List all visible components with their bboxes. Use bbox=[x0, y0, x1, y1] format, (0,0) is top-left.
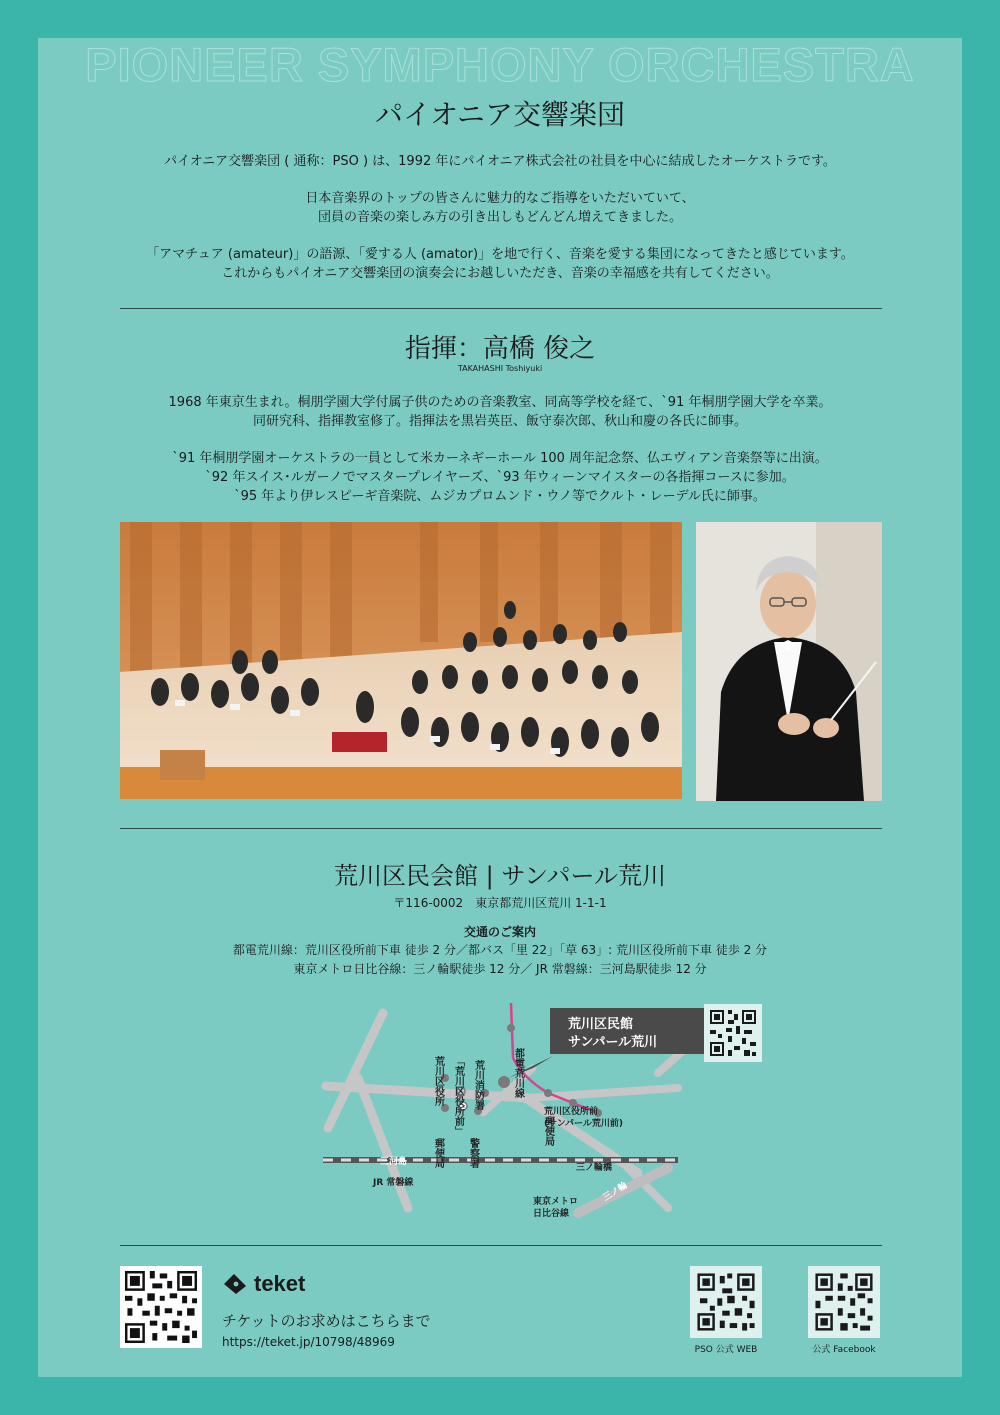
pso-web-qr-code[interactable] bbox=[690, 1266, 762, 1338]
conductor-bio bbox=[38, 393, 962, 506]
map-label-tram-stop-sub: (サンパール荒川前) bbox=[544, 1119, 623, 1129]
watermark-orchestra-name: PIONEER SYMPHONY ORCHESTRA bbox=[85, 38, 915, 91]
facebook-qr-code[interactable] bbox=[808, 1266, 880, 1338]
venue-address: 〒116-0002 東京都荒川区荒川 1-1-1 bbox=[393, 896, 607, 910]
map-label-police: 警察署 bbox=[467, 1138, 479, 1168]
pso-web-caption: PSO 公式 WEB bbox=[694, 1345, 758, 1355]
bio-line: `95 年より伊レスピーギ音楽院、ムジカプロムンド・ウノ等でクルト・レーデル氏に師事。 bbox=[234, 489, 766, 504]
intro-line: パイオニア交響楽団 ( 通称：PSO ) は、1992 年にパイオニア株式会社の社員を中心に結成したオーケストラです。 bbox=[164, 154, 836, 169]
teket-logo bbox=[222, 1271, 305, 1297]
map-label-bus-stop: 「荒川区役所前」 bbox=[452, 1056, 464, 1136]
teket-qr-code[interactable] bbox=[120, 1266, 202, 1348]
bio-line: 同研究科、指揮教室修了。指揮法を黒岩英臣、飯守泰次郎、秋山和慶の各氏に師事。 bbox=[252, 414, 747, 429]
intro-line: 日本音楽界のトップの皆さんに魅力的なご指導をいただいていて、 bbox=[305, 191, 695, 206]
ticket-text: チケットのお求めはこちらまで bbox=[222, 1312, 431, 1330]
map-label-tram-stop: 荒川区役所前 bbox=[544, 1107, 599, 1117]
flyer-back bbox=[38, 38, 962, 1377]
intro-line: 団員の音楽の楽しみ方の引き出しもどんどん増えてきました。 bbox=[317, 210, 682, 225]
conductor-portrait bbox=[696, 522, 882, 801]
intro-line: 「アマチュア (amateur)」の語源、「愛する人 (amator)」を地で行く、音楽を愛する集団になってきたと感じています。 bbox=[146, 247, 854, 262]
map-label-metro: 東京メトロ bbox=[533, 1197, 579, 1207]
map-venue-label: 荒川区民館 bbox=[568, 1017, 634, 1032]
divider bbox=[120, 1245, 882, 1246]
orchestra-photo bbox=[120, 522, 682, 799]
conductor-romaji: TAKAHASHI Toshiyuki bbox=[457, 364, 543, 373]
map-label-office: 荒川区役所 bbox=[432, 1056, 444, 1106]
divider bbox=[120, 308, 882, 309]
conductor-title: 指揮：高橋 俊之 bbox=[404, 334, 596, 364]
facebook-caption: 公式 Facebook bbox=[812, 1345, 876, 1355]
map-label-minowabashi: 三ノ輪橋 bbox=[576, 1163, 613, 1173]
access-heading: 交通のご案内 bbox=[463, 925, 536, 939]
orchestra-title: パイオニア交響楽団 bbox=[374, 98, 626, 131]
map-label-metro-line: 日比谷線 bbox=[533, 1209, 570, 1218]
map-label-toden: 都電荒川線 bbox=[512, 1048, 524, 1098]
access-map bbox=[318, 998, 718, 1218]
map-label-fire: 荒川消防署 bbox=[472, 1060, 484, 1110]
intro-text bbox=[38, 152, 962, 283]
map-label-post: 郵便局 bbox=[542, 1116, 554, 1146]
map-qr-code[interactable] bbox=[704, 1004, 762, 1062]
map-label-minowa: 三ノ輪 bbox=[601, 1180, 630, 1204]
map-label-mikawashima: 三河島 bbox=[380, 1157, 408, 1167]
ticket-url-link[interactable]: https://teket.jp/10798/48969 bbox=[222, 1335, 395, 1349]
intro-line: これからもパイオニア交響楽団の演奏会にお越しいただき、音楽の幸福感を共有してください。 bbox=[221, 266, 779, 281]
ticket-icon bbox=[222, 1272, 248, 1296]
divider bbox=[120, 828, 882, 829]
bio-line: `91 年桐朋学園オーケストラの一員として米カーネギーホール 100 周年記念祭、仏エヴィアン音楽祭等に出演。 bbox=[172, 451, 828, 466]
access-info bbox=[38, 941, 962, 979]
bio-line: `92 年スイス･ルガーノでマスタープレイヤーズ、`93 年ウィーンマイスターの各指揮コースに参加。 bbox=[205, 470, 795, 485]
map-label-post-office: 郵便局 bbox=[432, 1138, 444, 1168]
teket-wordmark: teket bbox=[254, 1271, 306, 1296]
access-line: 都電荒川線：荒川区役所前下車 徒歩 2 分／都バス「里 22」「草 63」: 荒川区役所前下車 徒歩 2 分 bbox=[232, 943, 768, 957]
bio-line: 1968 年東京生まれ。桐朋学園大学付属子供のための音楽教室、同高等学校を経て、`91 年桐朋学園大学を卒業。 bbox=[168, 395, 832, 410]
map-venue-label: サンパール荒川 bbox=[568, 1035, 658, 1050]
map-label-jr: JR 常磐線 bbox=[373, 1178, 414, 1188]
venue-title: 荒川区民会館 | サンパール荒川 bbox=[334, 862, 666, 890]
access-line: 東京メトロ日比谷線：三ノ輪駅徒歩 12 分／ JR 常磐線：三河島駅徒歩 12 分 bbox=[293, 962, 707, 976]
